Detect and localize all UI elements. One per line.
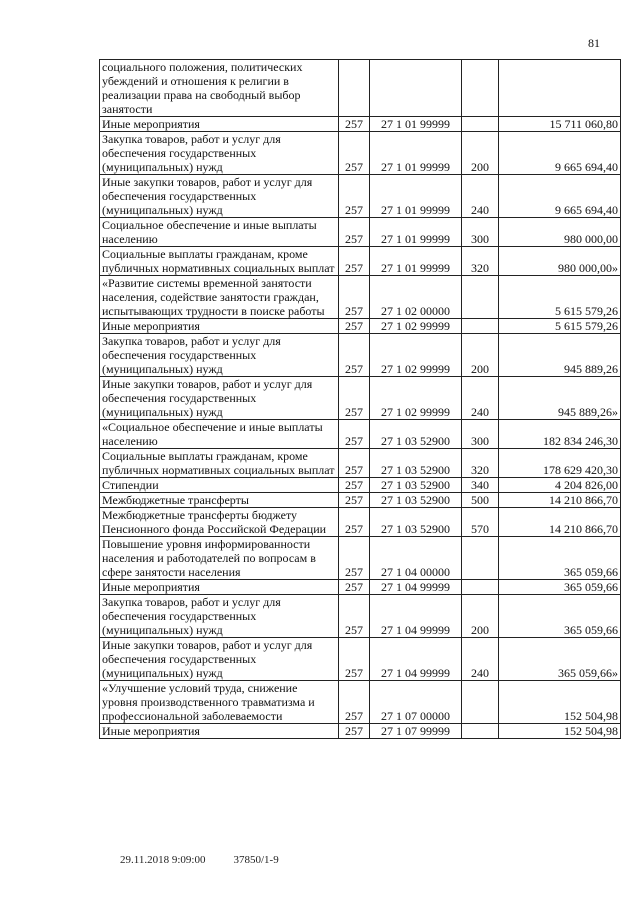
row-name-cell: «Социальное обеспечение и иные выплаты населению (100, 420, 339, 449)
row-expense-type-cell: 240 (462, 638, 499, 681)
row-expense-type-cell: 200 (462, 132, 499, 175)
row-target-article-cell: 27 1 01 99999 (370, 117, 462, 132)
row-name-cell: Закупка товаров, работ и услуг для обеспечения государственных (муниципальных) нужд (100, 132, 339, 175)
row-target-article-cell: 27 1 02 99999 (370, 319, 462, 334)
table-row (100, 580, 621, 595)
row-name-cell: социального положения, политических убеждений и отношения к религии в реализации права на свободный выбор занятости (100, 60, 339, 117)
row-org-code-cell: 257 (339, 276, 370, 319)
table-row (100, 537, 621, 580)
row-expense-type-cell (462, 319, 499, 334)
row-expense-type-cell: 200 (462, 334, 499, 377)
table-row (100, 377, 621, 420)
row-expense-type-cell (462, 117, 499, 132)
budget-table (99, 59, 621, 739)
row-org-code-cell: 257 (339, 638, 370, 681)
row-target-article-cell: 27 1 01 99999 (370, 218, 462, 247)
row-amount-cell: 9 665 694,40 (499, 175, 621, 218)
table-row (100, 175, 621, 218)
row-name-cell: Иные закупки товаров, работ и услуг для обеспечения государственных (муниципальных) нужд (100, 175, 339, 218)
row-name-cell: Закупка товаров, работ и услуг для обеспечения государственных (муниципальных) нужд (100, 334, 339, 377)
row-name-cell: Иные мероприятия (100, 117, 339, 132)
table-row (100, 681, 621, 724)
row-target-article-cell: 27 1 07 00000 (370, 681, 462, 724)
row-org-code-cell: 257 (339, 595, 370, 638)
table-row (100, 132, 621, 175)
row-name-cell: Социальные выплаты гражданам, кроме публичных нормативных социальных выплат (100, 449, 339, 478)
row-expense-type-cell: 240 (462, 175, 499, 218)
row-expense-type-cell (462, 724, 499, 739)
table-row (100, 247, 621, 276)
row-name-cell: Закупка товаров, работ и услуг для обеспечения государственных (муниципальных) нужд (100, 595, 339, 638)
table-row (100, 60, 621, 117)
row-expense-type-cell (462, 276, 499, 319)
row-name-cell: Иные мероприятия (100, 724, 339, 739)
row-name-cell: Межбюджетные трансферты бюджету Пенсионного фонда Российской Федерации (100, 508, 339, 537)
row-expense-type-cell: 300 (462, 420, 499, 449)
row-amount-cell: 365 059,66 (499, 580, 621, 595)
table-row (100, 493, 621, 508)
row-amount-cell: 5 615 579,26 (499, 319, 621, 334)
row-target-article-cell: 27 1 03 52900 (370, 493, 462, 508)
row-org-code-cell (339, 60, 370, 117)
row-org-code-cell: 257 (339, 537, 370, 580)
row-amount-cell: 14 210 866,70 (499, 508, 621, 537)
table-row (100, 638, 621, 681)
row-amount-cell: 945 889,26 (499, 334, 621, 377)
row-name-cell: «Развитие системы временной занятости населения, содействие занятости граждан, испытывающих трудности в поиске работы (100, 276, 339, 319)
row-target-article-cell: 27 1 03 52900 (370, 420, 462, 449)
row-amount-cell: 365 059,66» (499, 638, 621, 681)
row-org-code-cell: 257 (339, 117, 370, 132)
row-target-article-cell: 27 1 01 99999 (370, 132, 462, 175)
row-target-article-cell (370, 60, 462, 117)
row-amount-cell: 365 059,66 (499, 537, 621, 580)
row-name-cell: Межбюджетные трансферты (100, 493, 339, 508)
table-row (100, 595, 621, 638)
row-expense-type-cell: 340 (462, 478, 499, 493)
row-org-code-cell: 257 (339, 247, 370, 276)
row-org-code-cell: 257 (339, 478, 370, 493)
footer-doc-code: 37850/1-9 (233, 854, 279, 866)
row-expense-type-cell: 200 (462, 595, 499, 638)
row-name-cell: Социальные выплаты гражданам, кроме публичных нормативных социальных выплат (100, 247, 339, 276)
row-amount-cell: 152 504,98 (499, 724, 621, 739)
row-name-cell: Повышение уровня информированности населения и работодателей по вопросам в сфере занятости населения (100, 537, 339, 580)
row-expense-type-cell (462, 580, 499, 595)
row-name-cell: Социальное обеспечение и иные выплаты населению (100, 218, 339, 247)
row-org-code-cell: 257 (339, 449, 370, 478)
table-row (100, 319, 621, 334)
row-amount-cell: 980 000,00» (499, 247, 621, 276)
row-amount-cell (499, 60, 621, 117)
row-expense-type-cell: 300 (462, 218, 499, 247)
row-target-article-cell: 27 1 03 52900 (370, 508, 462, 537)
row-expense-type-cell: 500 (462, 493, 499, 508)
row-name-cell: Иные мероприятия (100, 580, 339, 595)
row-amount-cell: 15 711 060,80 (499, 117, 621, 132)
row-org-code-cell: 257 (339, 493, 370, 508)
row-amount-cell: 152 504,98 (499, 681, 621, 724)
row-org-code-cell: 257 (339, 319, 370, 334)
row-amount-cell: 945 889,26» (499, 377, 621, 420)
table-row (100, 420, 621, 449)
footer-timestamp: 29.11.2018 9:09:00 (120, 854, 206, 866)
row-name-cell: «Улучшение условий труда, снижение уровня производственного травматизма и профессиональной заболеваемости (100, 681, 339, 724)
row-amount-cell: 5 615 579,26 (499, 276, 621, 319)
row-target-article-cell: 27 1 02 99999 (370, 377, 462, 420)
row-expense-type-cell (462, 537, 499, 580)
row-org-code-cell: 257 (339, 175, 370, 218)
row-org-code-cell: 257 (339, 132, 370, 175)
row-amount-cell: 365 059,66 (499, 595, 621, 638)
row-target-article-cell: 27 1 04 99999 (370, 580, 462, 595)
row-amount-cell: 980 000,00 (499, 218, 621, 247)
row-target-article-cell: 27 1 03 52900 (370, 478, 462, 493)
row-amount-cell: 9 665 694,40 (499, 132, 621, 175)
row-expense-type-cell: 240 (462, 377, 499, 420)
row-expense-type-cell: 320 (462, 449, 499, 478)
row-target-article-cell: 27 1 04 99999 (370, 595, 462, 638)
row-expense-type-cell (462, 681, 499, 724)
budget-table-body (100, 60, 621, 739)
row-target-article-cell: 27 1 02 00000 (370, 276, 462, 319)
table-row (100, 724, 621, 739)
row-org-code-cell: 257 (339, 580, 370, 595)
table-row (100, 508, 621, 537)
row-target-article-cell: 27 1 04 00000 (370, 537, 462, 580)
table-row (100, 276, 621, 319)
row-amount-cell: 178 629 420,30 (499, 449, 621, 478)
row-org-code-cell: 257 (339, 724, 370, 739)
row-target-article-cell: 27 1 03 52900 (370, 449, 462, 478)
row-expense-type-cell (462, 60, 499, 117)
row-expense-type-cell: 320 (462, 247, 499, 276)
row-org-code-cell: 257 (339, 334, 370, 377)
row-amount-cell: 182 834 246,30 (499, 420, 621, 449)
row-amount-cell: 14 210 866,70 (499, 493, 621, 508)
row-name-cell: Иные закупки товаров, работ и услуг для обеспечения государственных (муниципальных) нужд (100, 377, 339, 420)
footer (120, 854, 279, 866)
row-name-cell: Стипендии (100, 478, 339, 493)
row-target-article-cell: 27 1 02 99999 (370, 334, 462, 377)
row-target-article-cell: 27 1 01 99999 (370, 247, 462, 276)
row-name-cell: Иные мероприятия (100, 319, 339, 334)
table-row (100, 449, 621, 478)
table-row (100, 218, 621, 247)
row-org-code-cell: 257 (339, 377, 370, 420)
row-org-code-cell: 257 (339, 508, 370, 537)
table-row (100, 117, 621, 132)
table-row (100, 334, 621, 377)
row-expense-type-cell: 570 (462, 508, 499, 537)
row-target-article-cell: 27 1 01 99999 (370, 175, 462, 218)
row-org-code-cell: 257 (339, 420, 370, 449)
row-org-code-cell: 257 (339, 218, 370, 247)
row-target-article-cell: 27 1 07 99999 (370, 724, 462, 739)
row-target-article-cell: 27 1 04 99999 (370, 638, 462, 681)
page-number: 81 (588, 36, 600, 50)
table-row (100, 478, 621, 493)
row-org-code-cell: 257 (339, 681, 370, 724)
row-amount-cell: 4 204 826,00 (499, 478, 621, 493)
row-name-cell: Иные закупки товаров, работ и услуг для обеспечения государственных (муниципальных) нужд (100, 638, 339, 681)
